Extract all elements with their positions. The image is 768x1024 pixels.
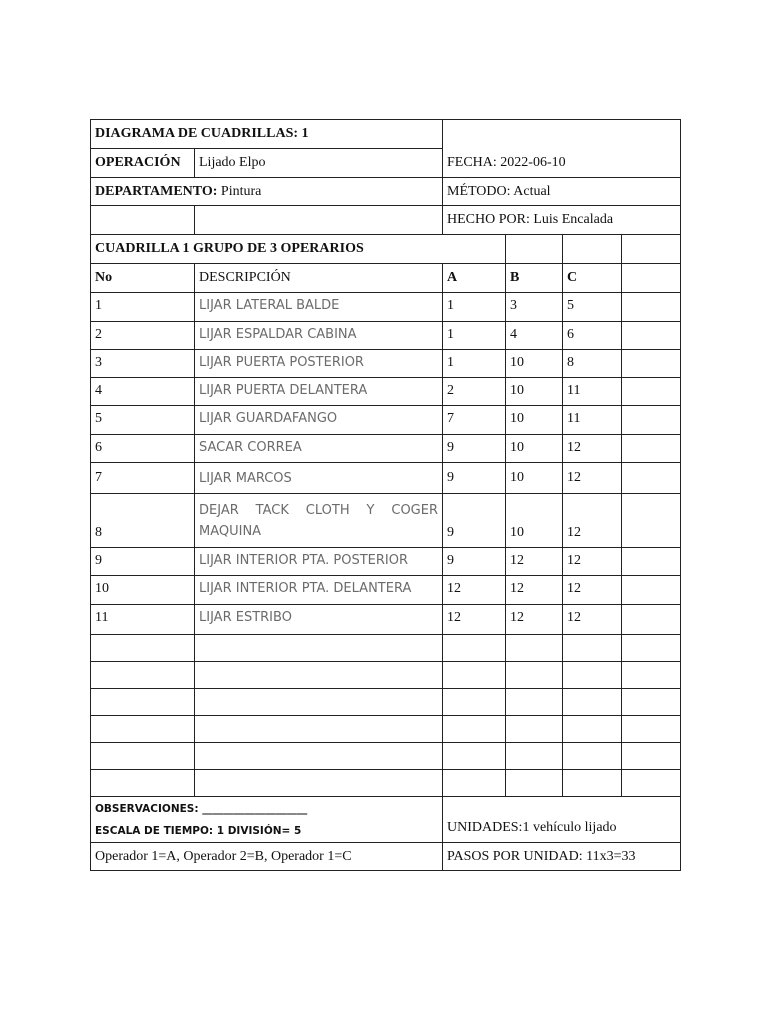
row-no: 6 (91, 435, 195, 463)
row-c: 11 (563, 406, 622, 435)
row-c: 12 (563, 494, 622, 548)
row-c: 12 (563, 435, 622, 463)
empty-cell (443, 716, 506, 743)
empty-cell (622, 322, 681, 350)
table-row (91, 293, 681, 322)
row-description: LIJAR INTERIOR PTA. DELANTERA (195, 576, 443, 605)
row-b: 12 (506, 605, 563, 635)
row-a: 1 (443, 350, 506, 378)
row-no: 2 (91, 322, 195, 350)
empty-cell (443, 689, 506, 716)
pasos-cell: PASOS POR UNIDAD: 11x3=33 (443, 843, 681, 871)
empty-cell (622, 743, 681, 770)
row-a: 9 (443, 435, 506, 463)
hecho-por-row (91, 206, 681, 235)
empty-cell (622, 716, 681, 743)
row-c: 6 (563, 322, 622, 350)
empty-cell (91, 743, 195, 770)
empty-row (91, 662, 681, 689)
empty-cell (563, 662, 622, 689)
empty-cell (443, 662, 506, 689)
empty-cell (622, 406, 681, 435)
empty-row (91, 770, 681, 797)
empty-cell (622, 548, 681, 576)
empty-cell (563, 635, 622, 662)
empty-row (91, 689, 681, 716)
empty-cell (622, 293, 681, 322)
table-row (91, 605, 681, 635)
row-no: 7 (91, 463, 195, 494)
table-row (91, 576, 681, 605)
fecha-cell: FECHA: 2022-06-10 (443, 120, 681, 178)
table-row (91, 463, 681, 494)
empty-cell (622, 235, 681, 264)
empty-cell (195, 635, 443, 662)
table-row (91, 378, 681, 406)
row-b: 10 (506, 406, 563, 435)
empty-cell (622, 264, 681, 293)
row-c: 12 (563, 463, 622, 494)
observaciones-text: OBSERVACIONES: ____________________ (95, 802, 308, 815)
empty-row (91, 635, 681, 662)
departamento-row (91, 178, 681, 206)
column-header-row (91, 264, 681, 293)
row-a: 1 (443, 322, 506, 350)
operadores-cell: Operador 1=A, Operador 2=B, Operador 1=C (91, 843, 443, 871)
empty-cell (443, 743, 506, 770)
diagram-title: DIAGRAMA DE CUADRILLAS: 1 (91, 120, 443, 149)
table-row (91, 406, 681, 435)
empty-cell (622, 435, 681, 463)
empty-cell (622, 350, 681, 378)
empty-cell (91, 716, 195, 743)
row-description: LIJAR GUARDAFANGO (195, 406, 443, 435)
row-description: LIJAR INTERIOR PTA. POSTERIOR (195, 548, 443, 576)
empty-cell (195, 743, 443, 770)
col-header-a: A (443, 264, 506, 293)
row-no: 3 (91, 350, 195, 378)
empty-cell (91, 662, 195, 689)
row-a: 9 (443, 548, 506, 576)
empty-cell (195, 770, 443, 797)
empty-cell (622, 576, 681, 605)
empty-cell (91, 689, 195, 716)
row-no: 10 (91, 576, 195, 605)
col-header-b: B (506, 264, 563, 293)
empty-cell (563, 743, 622, 770)
empty-cell (622, 770, 681, 797)
empty-cell (622, 662, 681, 689)
empty-cell (622, 635, 681, 662)
empty-cell (563, 235, 622, 264)
empty-cell (563, 689, 622, 716)
empty-cell (622, 378, 681, 406)
empty-cell (91, 206, 195, 235)
empty-cell (622, 463, 681, 494)
row-a: 12 (443, 605, 506, 635)
operacion-value: Lijado Elpo (195, 149, 443, 178)
row-a: 7 (443, 406, 506, 435)
empty-cell (443, 635, 506, 662)
operadores-row (91, 843, 681, 871)
row-b: 10 (506, 463, 563, 494)
row-c: 12 (563, 605, 622, 635)
row-description: LIJAR LATERAL BALDE (195, 293, 443, 322)
row-b: 10 (506, 378, 563, 406)
empty-cell (506, 770, 563, 797)
row-description: LIJAR PUERTA POSTERIOR (195, 350, 443, 378)
empty-cell (195, 689, 443, 716)
cuadrilla-heading: CUADRILLA 1 GRUPO DE 3 OPERARIOS (91, 235, 506, 264)
row-c: 12 (563, 576, 622, 605)
departamento-cell (91, 178, 443, 206)
metodo-cell: MÉTODO: Actual (443, 178, 681, 206)
empty-cell (506, 235, 563, 264)
row-no: 8 (91, 494, 195, 548)
table-row (91, 494, 681, 548)
row-b: 10 (506, 435, 563, 463)
row-description (195, 494, 443, 548)
row-no: 4 (91, 378, 195, 406)
row-no: 9 (91, 548, 195, 576)
empty-cell (91, 770, 195, 797)
observaciones-row (91, 797, 681, 843)
empty-cell (195, 716, 443, 743)
empty-cell (91, 635, 195, 662)
empty-cell (622, 689, 681, 716)
empty-cell (506, 716, 563, 743)
row-b: 12 (506, 576, 563, 605)
empty-cell (506, 743, 563, 770)
empty-cell (622, 494, 681, 548)
row-c: 12 (563, 548, 622, 576)
row-b: 3 (506, 293, 563, 322)
row-a: 1 (443, 293, 506, 322)
row-c: 5 (563, 293, 622, 322)
col-header-no: No (91, 264, 195, 293)
empty-cell (506, 635, 563, 662)
row-no: 1 (91, 293, 195, 322)
departamento-value: Pintura (217, 183, 262, 199)
row-b: 10 (506, 350, 563, 378)
empty-row (91, 743, 681, 770)
table-row (91, 435, 681, 463)
row-description: SACAR CORREA (195, 435, 443, 463)
empty-cell (563, 716, 622, 743)
row-description-line-1: DEJAR TACK CLOTH Y COGER (199, 502, 438, 518)
empty-cell (563, 770, 622, 797)
empty-row (91, 716, 681, 743)
observaciones-cell (91, 797, 443, 843)
empty-cell (195, 206, 443, 235)
empty-cell (622, 605, 681, 635)
crew-diagram-table (90, 119, 681, 871)
row-a: 2 (443, 378, 506, 406)
row-no: 5 (91, 406, 195, 435)
row-description: LIJAR PUERTA DELANTERA (195, 378, 443, 406)
row-description-line-2: MAQUINA (199, 523, 262, 539)
row-a: 12 (443, 576, 506, 605)
row-description: LIJAR ESTRIBO (195, 605, 443, 635)
row-c: 11 (563, 378, 622, 406)
table-row (91, 548, 681, 576)
operacion-label: OPERACIÓN (91, 149, 195, 178)
empty-cell (195, 662, 443, 689)
empty-cell (443, 770, 506, 797)
row-a: 9 (443, 463, 506, 494)
cuadrilla-row (91, 235, 681, 264)
hecho-por-cell: HECHO POR: Luis Encalada (443, 206, 681, 235)
row-b: 10 (506, 494, 563, 548)
title-row (91, 120, 681, 149)
row-a: 9 (443, 494, 506, 548)
row-no: 11 (91, 605, 195, 635)
row-description: LIJAR ESPALDAR CABINA (195, 322, 443, 350)
row-description: LIJAR MARCOS (195, 463, 443, 494)
row-b: 4 (506, 322, 563, 350)
row-b: 12 (506, 548, 563, 576)
escala-text: ESCALA DE TIEMPO: 1 DIVISIÓN= 5 (95, 824, 302, 837)
departamento-label: DEPARTAMENTO: (95, 183, 218, 199)
col-header-c: C (563, 264, 622, 293)
empty-cell (506, 662, 563, 689)
col-header-descripcion: DESCRIPCIÓN (195, 264, 443, 293)
table-row (91, 322, 681, 350)
row-c: 8 (563, 350, 622, 378)
unidades-cell: UNIDADES:1 vehículo lijado (443, 797, 681, 843)
table-row (91, 350, 681, 378)
empty-cell (506, 689, 563, 716)
